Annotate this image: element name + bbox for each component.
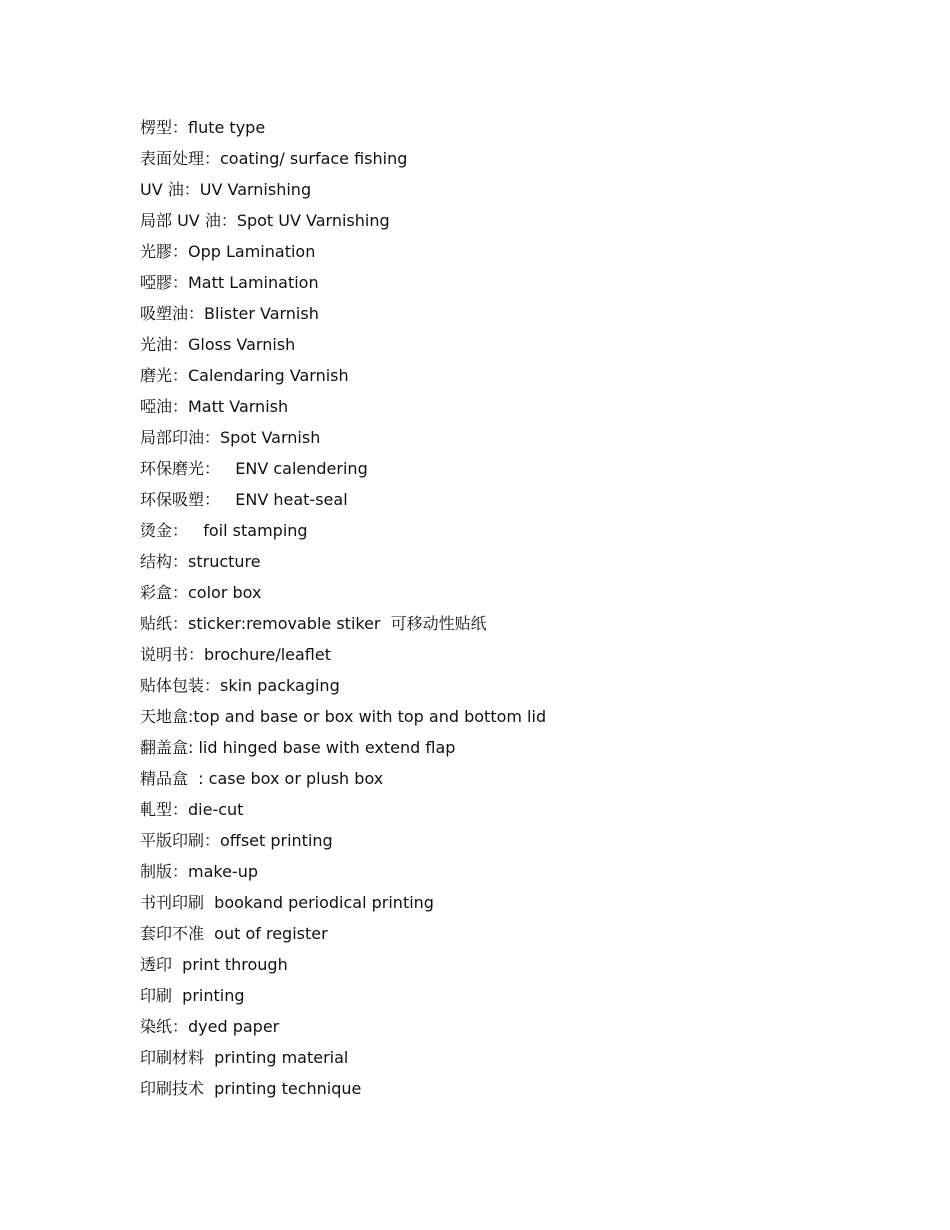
glossary-entry: 印刷技术 printing technique: [140, 1079, 362, 1098]
glossary-entry: 贴纸：sticker:removable stiker 可移动性贴纸: [140, 614, 487, 633]
glossary-list: [140, 112, 900, 1104]
glossary-entry: 环保吸塑： ENV heat-seal: [140, 490, 348, 509]
glossary-entry: 彩盒：color box: [140, 583, 262, 602]
glossary-entry: 套印不准 out of register: [140, 924, 328, 943]
glossary-entry: 光膠：Opp Lamination: [140, 242, 316, 261]
glossary-entry: 平版印刷：offset printing: [140, 831, 333, 850]
glossary-entry: 染纸：dyed paper: [140, 1017, 280, 1036]
glossary-entry: 啞油：Matt Varnish: [140, 397, 289, 416]
glossary-entry: 结构：structure: [140, 552, 261, 571]
glossary-entry: 磨光：Calendaring Varnish: [140, 366, 349, 385]
glossary-entry: 透印 print through: [140, 955, 288, 974]
glossary-entry: 表面处理：coating/ surface fishing: [140, 149, 408, 168]
glossary-entry: 精品盒 : case box or plush box: [140, 769, 384, 788]
glossary-entry: 天地盒:top and base or box with top and bottom lid: [140, 707, 547, 726]
glossary-entry: 烫金： foil stamping: [140, 521, 308, 540]
glossary-entry: 说明书：brochure/leaflet: [140, 645, 332, 664]
glossary-entry: 印刷 printing: [140, 986, 245, 1005]
glossary-entry: 啞膠：Matt Lamination: [140, 273, 319, 292]
glossary-entry: UV 油：UV Varnishing: [140, 180, 312, 199]
glossary-entry: 书刊印刷 bookand periodical printing: [140, 893, 434, 912]
glossary-entry: 环保磨光： ENV calendering: [140, 459, 368, 478]
glossary-entry: 翻盖盒: lid hinged base with extend flap: [140, 738, 456, 757]
glossary-entry: 制版：make-up: [140, 862, 259, 881]
glossary-entry: 局部 UV 油：Spot UV Varnishing: [140, 211, 390, 230]
glossary-entry: 光油：Gloss Varnish: [140, 335, 296, 354]
glossary-entry: 局部印油：Spot Varnish: [140, 428, 321, 447]
glossary-entry: 楞型：flute type: [140, 118, 266, 137]
glossary-entry: 贴体包装：skin packaging: [140, 676, 340, 695]
glossary-entry: 印刷材料 printing material: [140, 1048, 349, 1067]
glossary-entry: 吸塑油：Blister Varnish: [140, 304, 319, 323]
glossary-entry: 軋型：die-cut: [140, 800, 244, 819]
